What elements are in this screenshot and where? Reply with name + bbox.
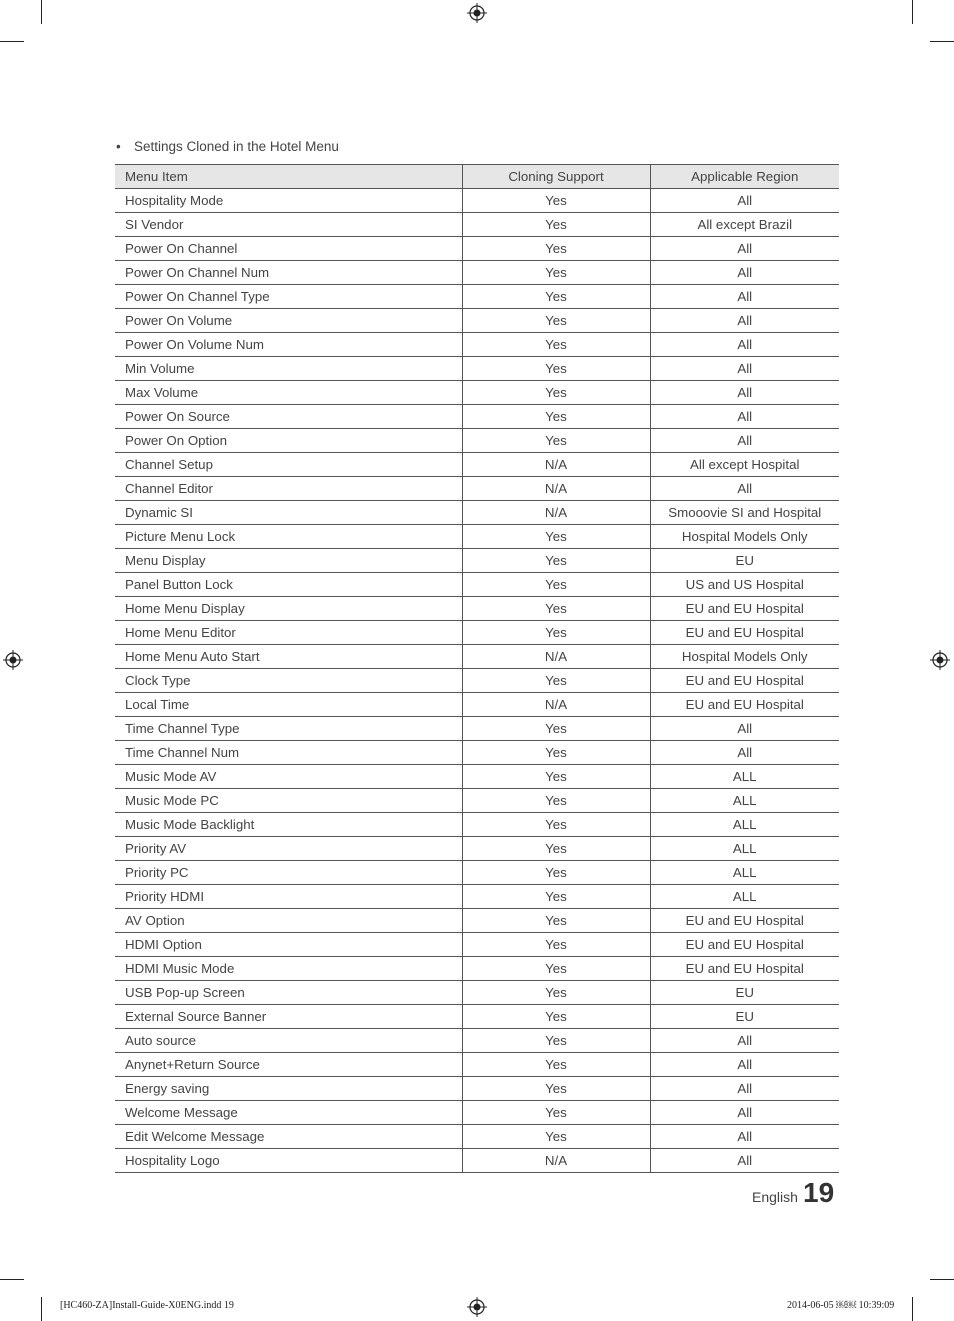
cell-menu-item: Panel Button Lock bbox=[115, 573, 462, 597]
cell-menu-item: SI Vendor bbox=[115, 213, 462, 237]
table-row bbox=[115, 597, 839, 621]
cell-applicable-region: All bbox=[650, 429, 839, 453]
cell-cloning-support: Yes bbox=[462, 1077, 650, 1101]
cell-menu-item: Anynet+Return Source bbox=[115, 1053, 462, 1077]
cell-menu-item: HDMI Music Mode bbox=[115, 957, 462, 981]
cell-cloning-support: Yes bbox=[462, 621, 650, 645]
cell-applicable-region: ALL bbox=[650, 861, 839, 885]
cell-cloning-support: N/A bbox=[462, 645, 650, 669]
cell-cloning-support: N/A bbox=[462, 501, 650, 525]
cell-menu-item: Local Time bbox=[115, 693, 462, 717]
table-row bbox=[115, 861, 839, 885]
registration-mark-icon bbox=[3, 650, 23, 670]
header-menu-item: Menu Item bbox=[115, 165, 462, 189]
table-row bbox=[115, 405, 839, 429]
cell-menu-item: Min Volume bbox=[115, 357, 462, 381]
table-row bbox=[115, 837, 839, 861]
cell-applicable-region: EU and EU Hospital bbox=[650, 621, 839, 645]
table-row bbox=[115, 909, 839, 933]
table-row bbox=[115, 981, 839, 1005]
cell-applicable-region: EU and EU Hospital bbox=[650, 909, 839, 933]
cell-menu-item: Max Volume bbox=[115, 381, 462, 405]
cell-applicable-region: All bbox=[650, 333, 839, 357]
cell-menu-item: Welcome Message bbox=[115, 1101, 462, 1125]
cell-menu-item: Music Mode PC bbox=[115, 789, 462, 813]
cell-applicable-region: All bbox=[650, 189, 839, 213]
cell-menu-item: Picture Menu Lock bbox=[115, 525, 462, 549]
table-row bbox=[115, 957, 839, 981]
cell-applicable-region: All bbox=[650, 357, 839, 381]
table-row bbox=[115, 1053, 839, 1077]
cell-applicable-region: All except Hospital bbox=[650, 453, 839, 477]
cell-cloning-support: Yes bbox=[462, 1125, 650, 1149]
cell-applicable-region: All bbox=[650, 1053, 839, 1077]
table-row bbox=[115, 237, 839, 261]
cell-cloning-support: Yes bbox=[462, 717, 650, 741]
table-row bbox=[115, 501, 839, 525]
cell-cloning-support: Yes bbox=[462, 1101, 650, 1125]
table-row bbox=[115, 1101, 839, 1125]
table-row bbox=[115, 717, 839, 741]
slug-timestamp: 2014-06-05 ￼￼ 10:39:09 bbox=[787, 1300, 895, 1311]
crop-mark bbox=[0, 1279, 24, 1280]
cell-menu-item: Priority AV bbox=[115, 837, 462, 861]
cell-menu-item: Clock Type bbox=[115, 669, 462, 693]
table-row bbox=[115, 189, 839, 213]
cell-menu-item: Power On Channel Type bbox=[115, 285, 462, 309]
cell-cloning-support: Yes bbox=[462, 189, 650, 213]
cell-applicable-region: ALL bbox=[650, 813, 839, 837]
cell-menu-item: AV Option bbox=[115, 909, 462, 933]
cell-cloning-support: Yes bbox=[462, 1053, 650, 1077]
table-row bbox=[115, 261, 839, 285]
table-row bbox=[115, 1029, 839, 1053]
cell-cloning-support: Yes bbox=[462, 597, 650, 621]
header-cloning-support: Cloning Support bbox=[462, 165, 650, 189]
table-body bbox=[115, 189, 839, 1173]
cell-cloning-support: Yes bbox=[462, 1005, 650, 1029]
table-row bbox=[115, 813, 839, 837]
crop-mark bbox=[912, 0, 913, 24]
cell-applicable-region: ALL bbox=[650, 789, 839, 813]
cell-menu-item: Priority PC bbox=[115, 861, 462, 885]
cell-menu-item: Auto source bbox=[115, 1029, 462, 1053]
cell-menu-item: Home Menu Editor bbox=[115, 621, 462, 645]
cell-applicable-region: All bbox=[650, 477, 839, 501]
cell-applicable-region: ALL bbox=[650, 765, 839, 789]
cell-cloning-support: Yes bbox=[462, 429, 650, 453]
cell-applicable-region: All bbox=[650, 237, 839, 261]
table-row bbox=[115, 741, 839, 765]
cell-menu-item: Dynamic SI bbox=[115, 501, 462, 525]
cell-applicable-region: All except Brazil bbox=[650, 213, 839, 237]
cell-menu-item: Time Channel Type bbox=[115, 717, 462, 741]
cell-cloning-support: Yes bbox=[462, 309, 650, 333]
cell-menu-item: Music Mode AV bbox=[115, 765, 462, 789]
table-row bbox=[115, 333, 839, 357]
cell-applicable-region: All bbox=[650, 1149, 839, 1173]
cell-cloning-support: Yes bbox=[462, 765, 650, 789]
table-row bbox=[115, 1125, 839, 1149]
cell-cloning-support: N/A bbox=[462, 453, 650, 477]
cell-cloning-support: Yes bbox=[462, 357, 650, 381]
cell-menu-item: Power On Source bbox=[115, 405, 462, 429]
cell-cloning-support: N/A bbox=[462, 1149, 650, 1173]
cell-applicable-region: Hospital Models Only bbox=[650, 645, 839, 669]
section-heading bbox=[116, 139, 339, 154]
table-row bbox=[115, 933, 839, 957]
cell-menu-item: HDMI Option bbox=[115, 933, 462, 957]
cell-menu-item: USB Pop-up Screen bbox=[115, 981, 462, 1005]
table-row bbox=[115, 453, 839, 477]
cell-menu-item: Home Menu Auto Start bbox=[115, 645, 462, 669]
cell-cloning-support: Yes bbox=[462, 525, 650, 549]
cell-applicable-region: All bbox=[650, 309, 839, 333]
cell-menu-item: Menu Display bbox=[115, 549, 462, 573]
cell-applicable-region: EU and EU Hospital bbox=[650, 669, 839, 693]
table-row bbox=[115, 429, 839, 453]
cell-applicable-region: All bbox=[650, 1029, 839, 1053]
table-row bbox=[115, 573, 839, 597]
cell-applicable-region: All bbox=[650, 1125, 839, 1149]
page-number: 19 bbox=[803, 1177, 835, 1208]
cell-menu-item: Edit Welcome Message bbox=[115, 1125, 462, 1149]
cell-menu-item: Power On Volume bbox=[115, 309, 462, 333]
cell-cloning-support: Yes bbox=[462, 861, 650, 885]
cell-applicable-region: All bbox=[650, 717, 839, 741]
table-row bbox=[115, 477, 839, 501]
cell-cloning-support: Yes bbox=[462, 285, 650, 309]
cell-cloning-support: Yes bbox=[462, 573, 650, 597]
table-header-row bbox=[115, 165, 839, 189]
table-row bbox=[115, 1005, 839, 1029]
cell-menu-item: External Source Banner bbox=[115, 1005, 462, 1029]
cell-applicable-region: EU and EU Hospital bbox=[650, 957, 839, 981]
cell-applicable-region: ALL bbox=[650, 837, 839, 861]
cell-cloning-support: Yes bbox=[462, 213, 650, 237]
cell-applicable-region: All bbox=[650, 1101, 839, 1125]
cell-applicable-region: ALL bbox=[650, 885, 839, 909]
registration-mark-icon bbox=[930, 650, 950, 670]
crop-mark bbox=[912, 1297, 913, 1321]
cell-applicable-region: All bbox=[650, 405, 839, 429]
cell-cloning-support: Yes bbox=[462, 237, 650, 261]
crop-mark bbox=[930, 41, 954, 42]
cell-cloning-support: Yes bbox=[462, 261, 650, 285]
cell-applicable-region: All bbox=[650, 741, 839, 765]
cell-applicable-region: All bbox=[650, 381, 839, 405]
crop-mark bbox=[41, 0, 42, 24]
cell-menu-item: Home Menu Display bbox=[115, 597, 462, 621]
registration-mark-icon bbox=[467, 1297, 487, 1317]
cell-cloning-support: Yes bbox=[462, 549, 650, 573]
cell-applicable-region: All bbox=[650, 285, 839, 309]
cell-applicable-region: All bbox=[650, 1077, 839, 1101]
table-row bbox=[115, 1077, 839, 1101]
crop-mark bbox=[930, 1279, 954, 1280]
cloned-settings-table bbox=[115, 164, 839, 1173]
cell-applicable-region: US and US Hospital bbox=[650, 573, 839, 597]
crop-mark bbox=[41, 1297, 42, 1321]
cell-applicable-region: All bbox=[650, 261, 839, 285]
cell-cloning-support: N/A bbox=[462, 477, 650, 501]
table-row bbox=[115, 765, 839, 789]
cell-menu-item: Hospitality Mode bbox=[115, 189, 462, 213]
table-row bbox=[115, 357, 839, 381]
cell-cloning-support: Yes bbox=[462, 333, 650, 357]
table-row bbox=[115, 381, 839, 405]
cell-applicable-region: EU and EU Hospital bbox=[650, 933, 839, 957]
table-row bbox=[115, 1149, 839, 1173]
table-row bbox=[115, 789, 839, 813]
cell-cloning-support: Yes bbox=[462, 837, 650, 861]
bullet-symbol: • bbox=[116, 139, 121, 154]
cell-menu-item: Hospitality Logo bbox=[115, 1149, 462, 1173]
cell-applicable-region: EU and EU Hospital bbox=[650, 693, 839, 717]
cell-cloning-support: Yes bbox=[462, 957, 650, 981]
table-row bbox=[115, 693, 839, 717]
cell-applicable-region: EU bbox=[650, 981, 839, 1005]
crop-mark bbox=[0, 41, 24, 42]
cell-cloning-support: Yes bbox=[462, 669, 650, 693]
cell-applicable-region: EU and EU Hospital bbox=[650, 597, 839, 621]
table-row bbox=[115, 309, 839, 333]
cell-cloning-support: Yes bbox=[462, 405, 650, 429]
cell-cloning-support: Yes bbox=[462, 933, 650, 957]
cell-menu-item: Time Channel Num bbox=[115, 741, 462, 765]
cell-menu-item: Energy saving bbox=[115, 1077, 462, 1101]
cell-cloning-support: Yes bbox=[462, 813, 650, 837]
cell-menu-item: Priority HDMI bbox=[115, 885, 462, 909]
cell-applicable-region: EU bbox=[650, 549, 839, 573]
table-row bbox=[115, 885, 839, 909]
cell-cloning-support: Yes bbox=[462, 885, 650, 909]
cell-applicable-region: Smooovie SI and Hospital bbox=[650, 501, 839, 525]
cell-menu-item: Power On Option bbox=[115, 429, 462, 453]
cell-cloning-support: N/A bbox=[462, 693, 650, 717]
cell-menu-item: Power On Volume Num bbox=[115, 333, 462, 357]
cell-menu-item: Music Mode Backlight bbox=[115, 813, 462, 837]
table-row bbox=[115, 549, 839, 573]
cell-menu-item: Power On Channel Num bbox=[115, 261, 462, 285]
cell-cloning-support: Yes bbox=[462, 789, 650, 813]
table-row bbox=[115, 285, 839, 309]
table-row bbox=[115, 213, 839, 237]
table-row bbox=[115, 645, 839, 669]
footer-language: English bbox=[752, 1189, 798, 1205]
cell-cloning-support: Yes bbox=[462, 741, 650, 765]
cell-menu-item: Channel Setup bbox=[115, 453, 462, 477]
slug-file-info: [HC460-ZA]Install-Guide-X0ENG.indd 19 bbox=[60, 1300, 234, 1311]
registration-mark-icon bbox=[467, 3, 487, 23]
cell-cloning-support: Yes bbox=[462, 909, 650, 933]
cell-applicable-region: Hospital Models Only bbox=[650, 525, 839, 549]
cell-applicable-region: EU bbox=[650, 1005, 839, 1029]
cell-cloning-support: Yes bbox=[462, 981, 650, 1005]
cell-menu-item: Power On Channel bbox=[115, 237, 462, 261]
table-row bbox=[115, 669, 839, 693]
cell-menu-item: Channel Editor bbox=[115, 477, 462, 501]
table-row bbox=[115, 621, 839, 645]
table-row bbox=[115, 525, 839, 549]
header-applicable-region: Applicable Region bbox=[650, 165, 839, 189]
cell-cloning-support: Yes bbox=[462, 381, 650, 405]
section-heading-text: Settings Cloned in the Hotel Menu bbox=[134, 139, 339, 154]
cell-cloning-support: Yes bbox=[462, 1029, 650, 1053]
